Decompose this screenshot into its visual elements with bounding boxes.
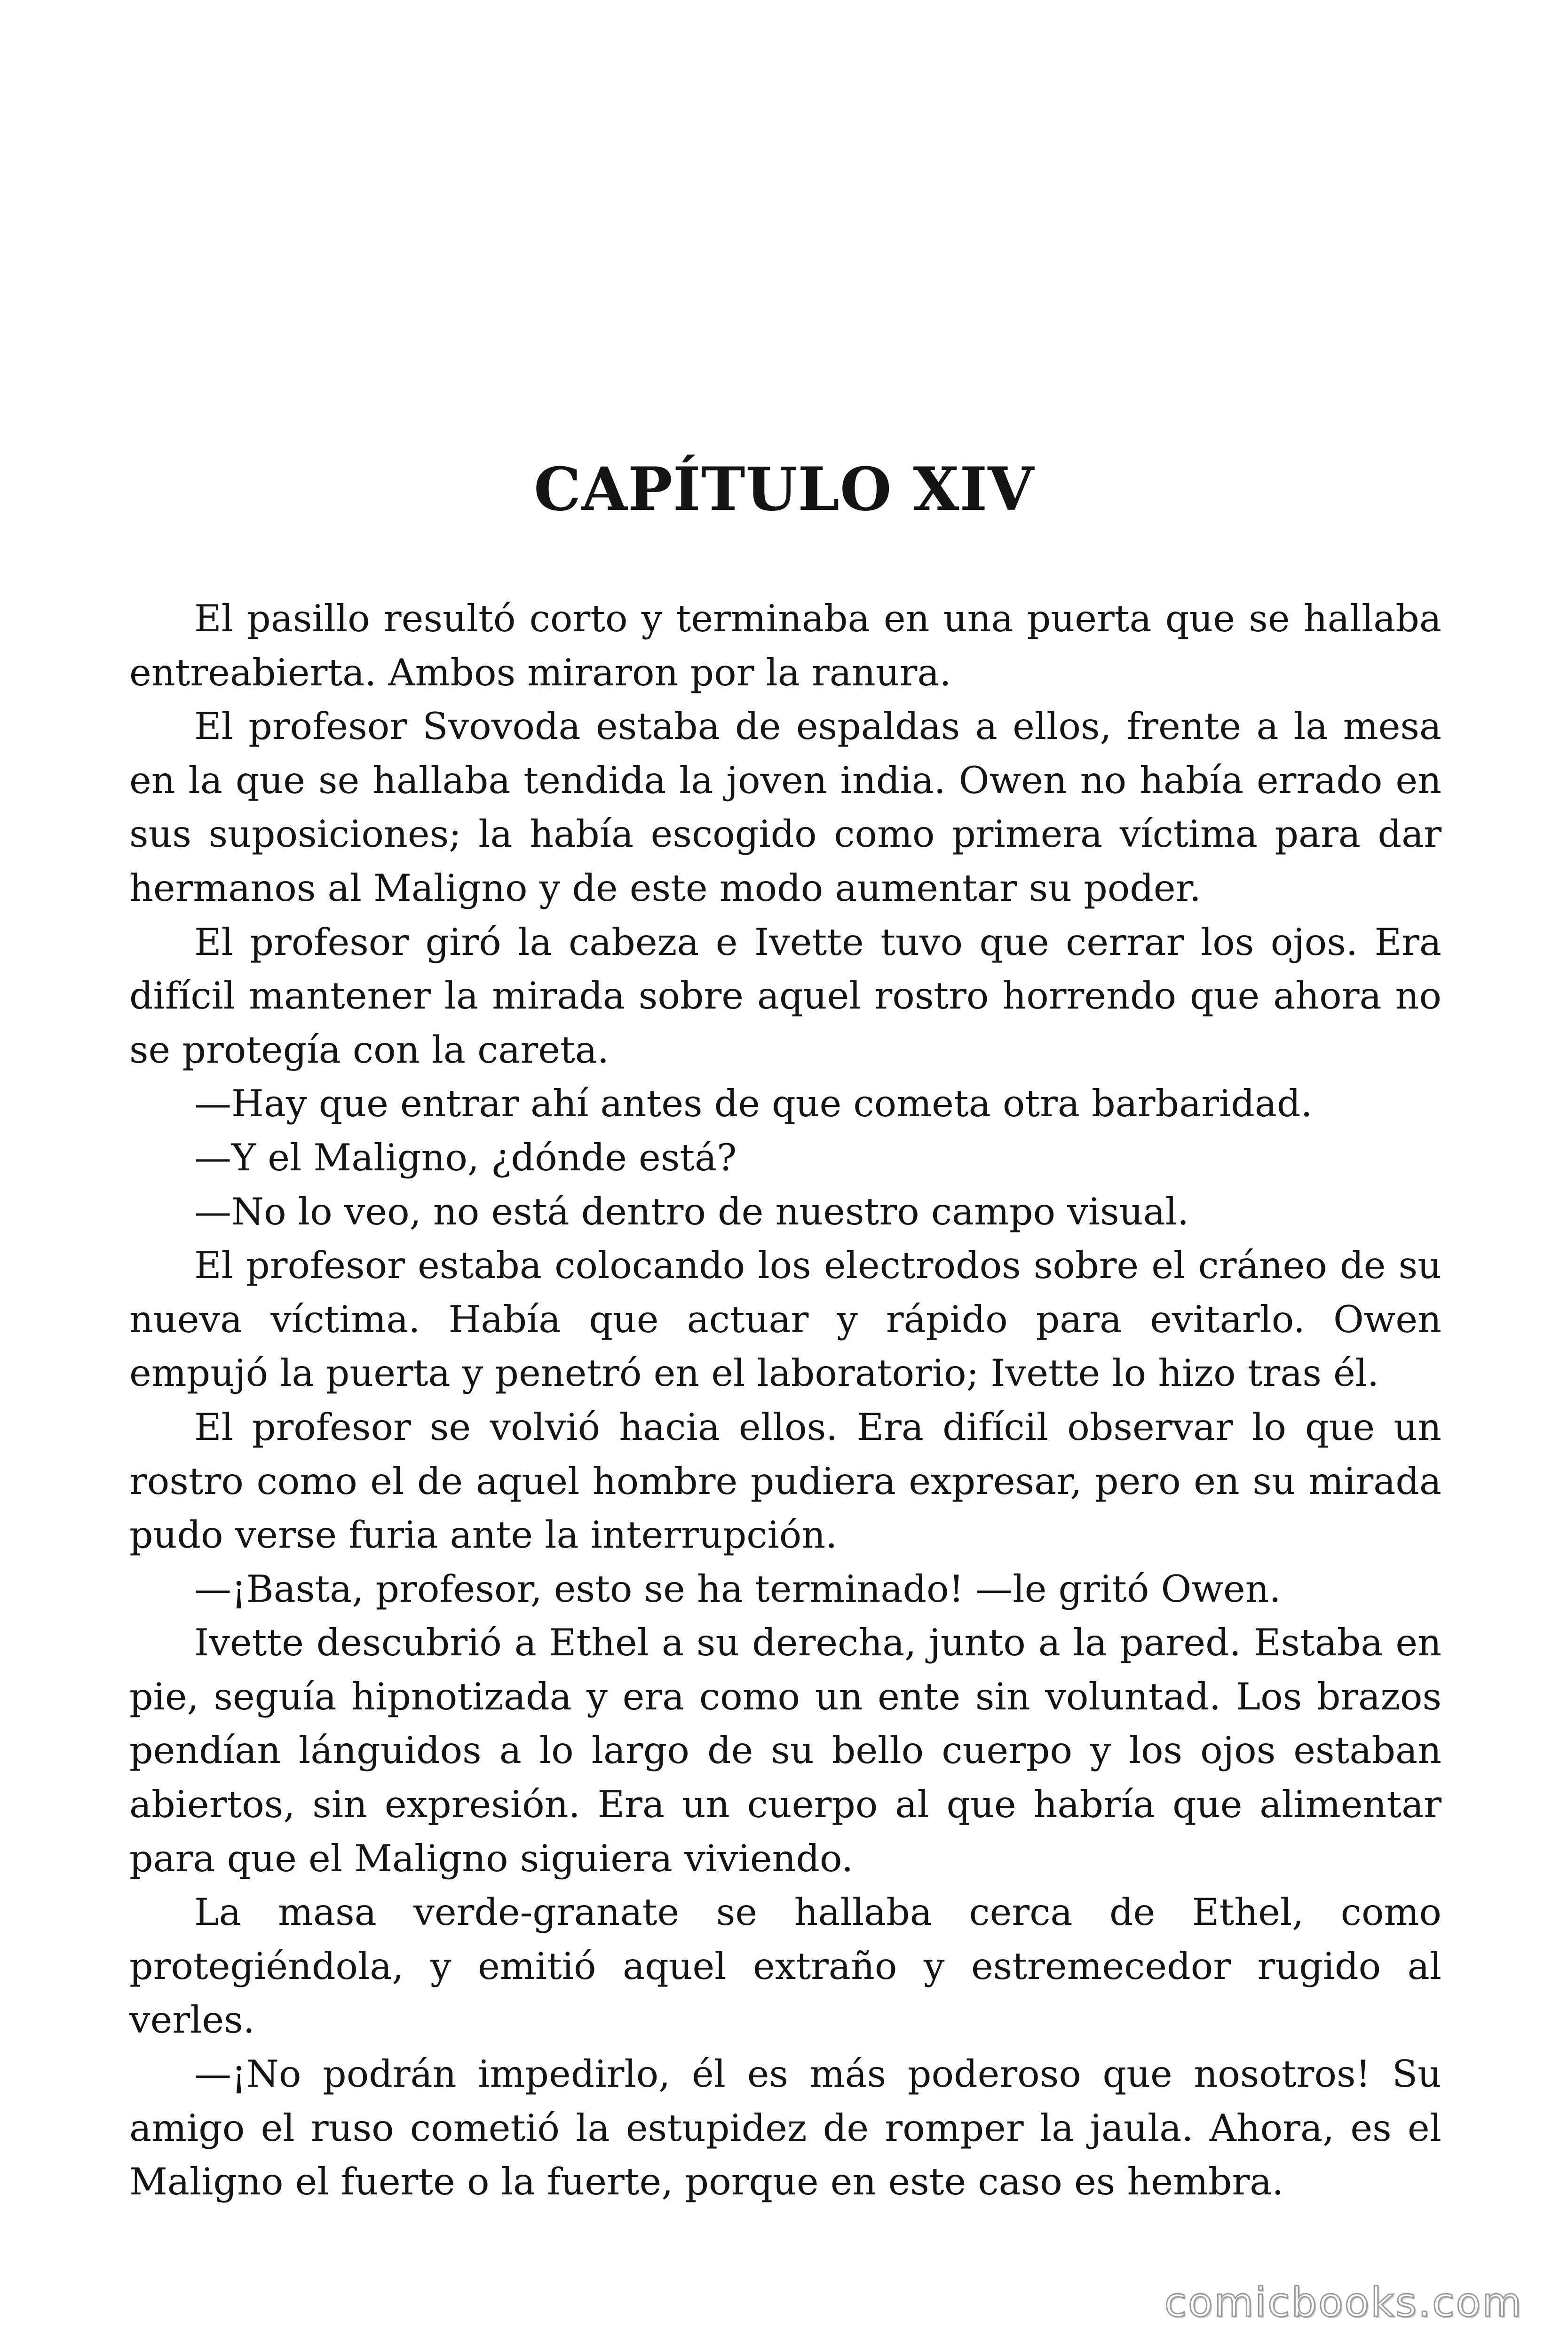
paragraph: El profesor Svovoda estaba de espaldas a ellos, frente a la mesa en la que se hallaba tendida la joven india. Owen no había errado en sus suposiciones; la había escogido como primera víctima para dar hermanos al Maligno y de este modo aumentar su poder.: [129, 705, 1441, 910]
paragraph: El profesor estaba colocando los electrodos sobre el cráneo de su nueva víctima. Había que actuar y rápido para evitarlo. Owen empujó la puerta y penetró en el laboratorio; Ivette lo hizo tras él.: [129, 1244, 1441, 1395]
paragraph: El profesor giró la cabeza e Ivette tuvo que cerrar los ojos. Era difícil mantener la mirada sobre aquel rostro horrendo que ahora no se protegía con la careta.: [129, 920, 1441, 1072]
body-text: [129, 592, 1441, 2209]
dialogue-line: —Hay que entrar ahí antes de que cometa otra barbaridad.: [194, 1082, 1313, 1126]
dialogue-line: —¡Basta, profesor, esto se ha terminado! —le gritó Owen.: [194, 1567, 1281, 1611]
watermark: comicbooks.com: [1164, 2279, 1523, 2326]
paragraph: La masa verde-granate se hallaba cerca de Ethel, como protegiéndola, y emitió aquel extraño y estremecedor rugido al verles.: [129, 1891, 1441, 2042]
dialogue-line: —Y el Maligno, ¿dónde está?: [194, 1136, 737, 1179]
paragraph: El pasillo resultó corto y terminaba en una puerta que se hallaba entreabierta. Ambos miraron por la ranura.: [129, 597, 1441, 694]
dialogue-line: —¡No podrán impedirlo, él es más poderoso que nosotros! Su amigo el ruso cometió la estupidez de romper la jaula. Ahora, es el Maligno el fuerte o la fuerte, porque en este caso es hembra.: [129, 2052, 1441, 2204]
dialogue-line: —No lo veo, no está dentro de nuestro campo visual.: [194, 1190, 1189, 1233]
paragraph: El profesor se volvió hacia ellos. Era difícil observar lo que un rostro como el de aquel hombre pudiera expresar, pero en su mirada pudo verse furia ante la interrupción.: [129, 1405, 1441, 1557]
paragraph: Ivette descubrió a Ethel a su derecha, junto a la pared. Estaba en pie, seguía hipnotizada y era como un ente sin voluntad. Los brazos pendían lánguidos a lo largo de su bello cuerpo y los ojos estaban abiertos, sin expresión. Era un cuerpo al que habría que alimentar para que el Maligno siguiera viviendo.: [129, 1621, 1441, 1880]
chapter-title: CAPÍTULO XIV: [533, 454, 1035, 524]
